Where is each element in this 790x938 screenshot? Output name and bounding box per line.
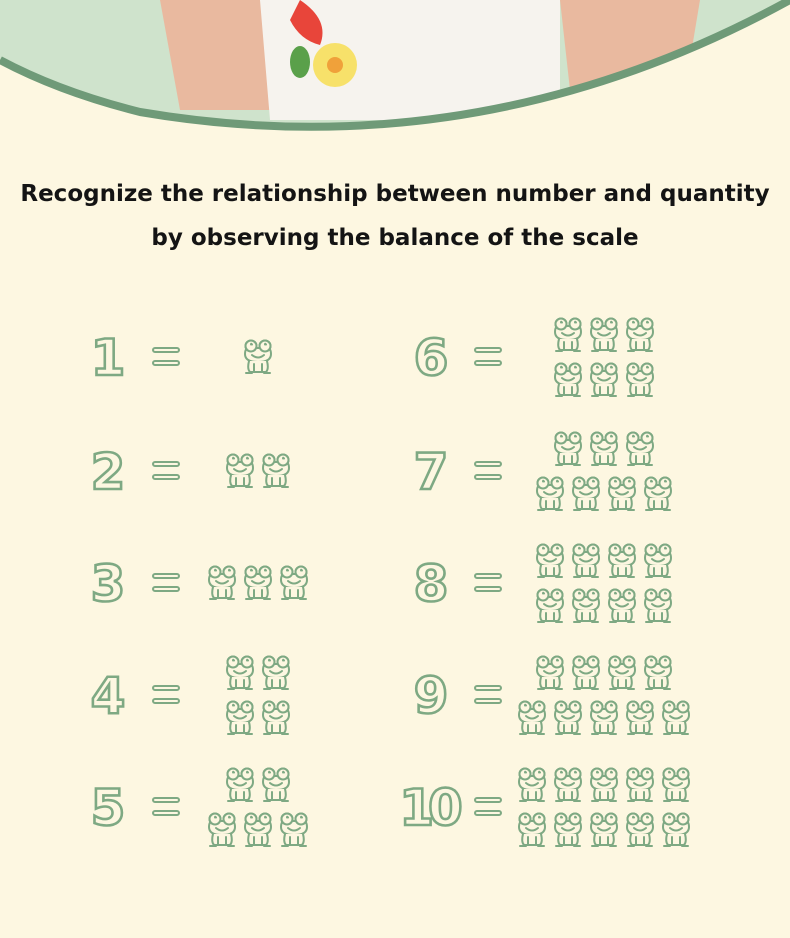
frog-icon <box>570 654 602 692</box>
frog-icon <box>534 542 566 580</box>
equals-sign <box>474 685 502 707</box>
frog-icon <box>624 766 656 804</box>
frog-icon <box>260 699 292 737</box>
frog-icon <box>588 430 620 468</box>
frog-icon <box>552 316 584 354</box>
frog-icon <box>624 699 656 737</box>
frog-icon <box>642 475 674 513</box>
equals-sign <box>152 797 180 819</box>
equals-sign <box>152 347 180 369</box>
frog-icon <box>278 811 310 849</box>
frog-icon <box>260 766 292 804</box>
frog-icon <box>260 654 292 692</box>
number-digit: 2 <box>90 443 120 501</box>
frog-icon <box>534 587 566 625</box>
frog-icon <box>642 587 674 625</box>
number-digit: 3 <box>90 555 120 613</box>
frog-icon <box>588 316 620 354</box>
number-digit: 10 <box>399 779 457 837</box>
frog-icon <box>516 766 548 804</box>
number-digit: 4 <box>90 667 120 725</box>
frog-icon <box>224 766 256 804</box>
frog-icon <box>642 542 674 580</box>
frog-icon <box>224 699 256 737</box>
equals-sign <box>474 573 502 595</box>
frog-icon <box>606 587 638 625</box>
frog-icon <box>242 811 274 849</box>
frog-icon <box>606 475 638 513</box>
number-digit: 9 <box>413 667 443 725</box>
frog-icon <box>660 811 692 849</box>
frog-icon <box>588 699 620 737</box>
frog-icon <box>516 699 548 737</box>
frog-icon <box>588 766 620 804</box>
frog-icon <box>588 361 620 399</box>
frog-icon <box>570 475 602 513</box>
frog-icon <box>534 475 566 513</box>
number-digit: 5 <box>90 779 120 837</box>
frog-icon <box>224 654 256 692</box>
frog-icon <box>570 542 602 580</box>
equals-sign <box>152 685 180 707</box>
frog-icon <box>588 811 620 849</box>
equals-sign <box>474 461 502 483</box>
frog-icon <box>206 811 238 849</box>
frog-icon <box>516 811 548 849</box>
frog-icon <box>552 811 584 849</box>
equals-sign <box>474 797 502 819</box>
frog-icon <box>224 452 256 490</box>
frog-icon <box>552 699 584 737</box>
frog-icon <box>206 564 238 602</box>
frog-icon <box>624 430 656 468</box>
number-digit: 6 <box>413 329 443 387</box>
number-digit: 7 <box>413 443 443 501</box>
frog-icon <box>570 587 602 625</box>
frog-icon <box>606 542 638 580</box>
frog-icon <box>552 430 584 468</box>
number-digit: 8 <box>413 555 443 613</box>
title-line-1: Recognize the relationship between number and quantity <box>20 181 770 207</box>
frog-icon <box>260 452 292 490</box>
equals-sign <box>474 347 502 369</box>
frog-icon <box>552 766 584 804</box>
frog-icon <box>642 654 674 692</box>
equals-sign <box>152 573 180 595</box>
frog-icon <box>624 361 656 399</box>
frog-icon <box>534 654 566 692</box>
title-line-2: by observing the balance of the scale <box>151 225 639 251</box>
number-digit: 1 <box>90 329 120 387</box>
frog-icon <box>624 316 656 354</box>
frog-icon <box>242 564 274 602</box>
frog-icon <box>660 699 692 737</box>
frog-icon <box>242 338 274 376</box>
frog-icon <box>660 766 692 804</box>
frog-icon <box>606 654 638 692</box>
frog-icon <box>624 811 656 849</box>
frog-icon <box>552 361 584 399</box>
frog-icon <box>278 564 310 602</box>
equals-sign <box>152 461 180 483</box>
